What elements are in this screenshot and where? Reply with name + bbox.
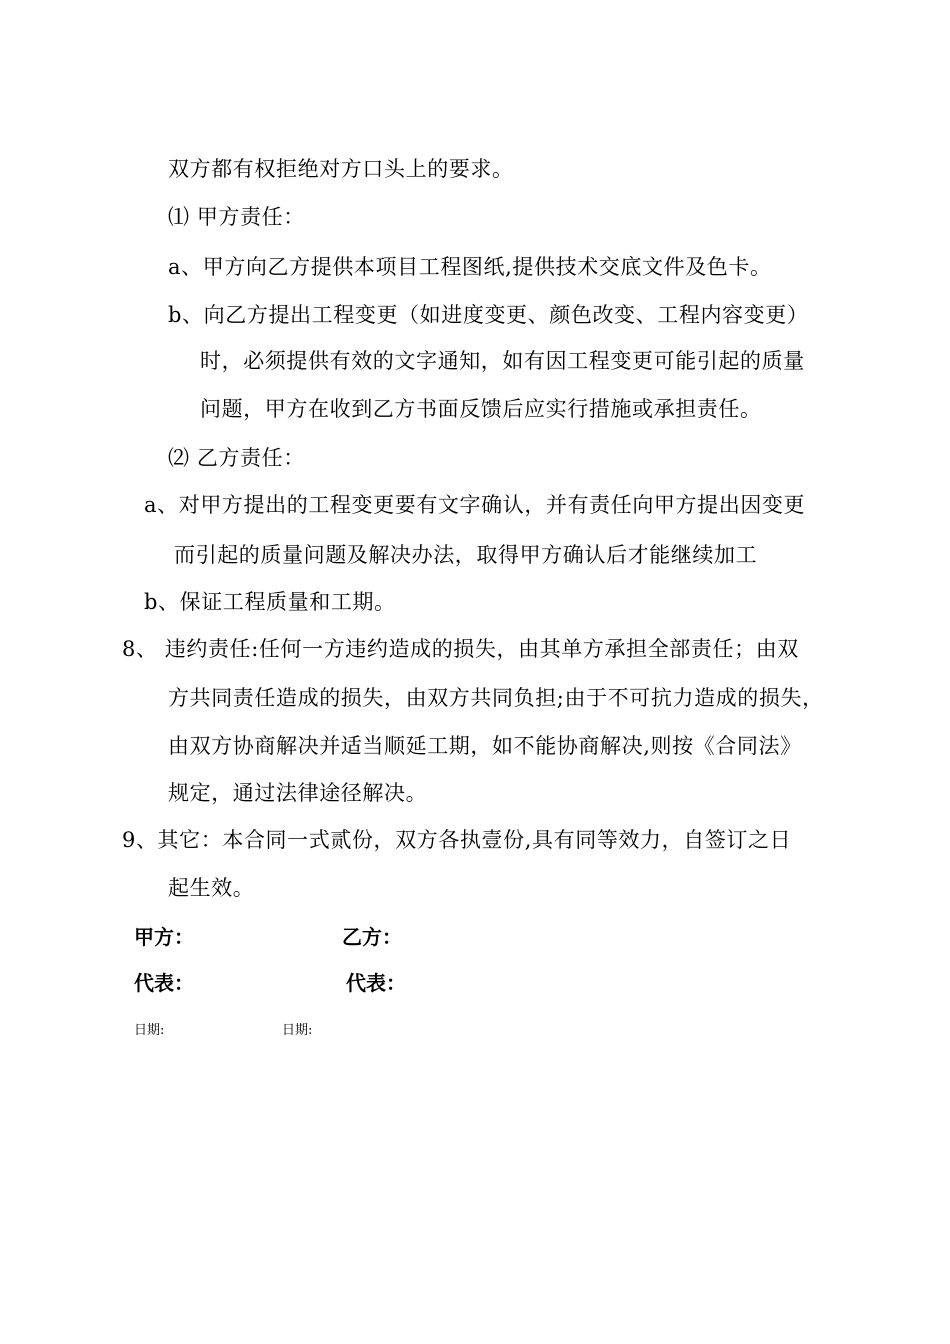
section-heading-party-a-duties: ⑴ 甲方责任： bbox=[168, 205, 305, 229]
party-b-date-label: 日期: bbox=[282, 1023, 313, 1038]
party-b-label: 乙方： bbox=[342, 925, 402, 949]
text-line: 规定，通过法律途径解决。 bbox=[168, 781, 428, 805]
text-line: 方共同责任造成的损失，由双方共同负担;由于不可抗力造成的损失， bbox=[168, 686, 824, 710]
text-line: a、对甲方提出的工程变更要有文字确认，并有责任向甲方提出因变更 bbox=[144, 493, 806, 517]
text-line: 时，必须提供有效的文字通知，如有因工程变更可能引起的质量 bbox=[200, 349, 805, 373]
text-line: 双方都有权拒绝对方口头上的要求。 bbox=[168, 157, 514, 181]
text-line: b、向乙方提出工程变更（如进度变更、颜色改变、工程内容变更） bbox=[168, 303, 809, 327]
text-line: 而引起的质量问题及解决办法，取得甲方确认后才能继续加工 bbox=[174, 543, 758, 567]
text-line: 起生效。 bbox=[168, 876, 255, 900]
party-a-rep-label: 代表： bbox=[134, 971, 194, 995]
clause-9-other: 9、其它：本合同一式贰份，双方各执壹份,具有同等效力，自签订之日 bbox=[122, 828, 792, 852]
party-b-rep-label: 代表： bbox=[346, 971, 406, 995]
party-a-label: 甲方： bbox=[134, 925, 194, 949]
text-line: b、保证工程质量和工期。 bbox=[144, 590, 396, 614]
party-a-date-label: 日期: bbox=[134, 1023, 165, 1038]
text-line: 由双方协商解决并适当顺延工期，如不能协商解决,则按《合同法》 bbox=[168, 734, 802, 758]
clause-8-liability: 8、 违约责任:任何一方违约造成的损失，由其单方承担全部责任；由双 bbox=[122, 637, 799, 661]
section-heading-party-b-duties: ⑵ 乙方责任： bbox=[168, 446, 305, 470]
text-line: 问题，甲方在收到乙方书面反馈后应实行措施或承担责任。 bbox=[200, 397, 762, 421]
text-line: a、甲方向乙方提供本项目工程图纸,提供技术交底文件及色卡。 bbox=[168, 255, 772, 279]
